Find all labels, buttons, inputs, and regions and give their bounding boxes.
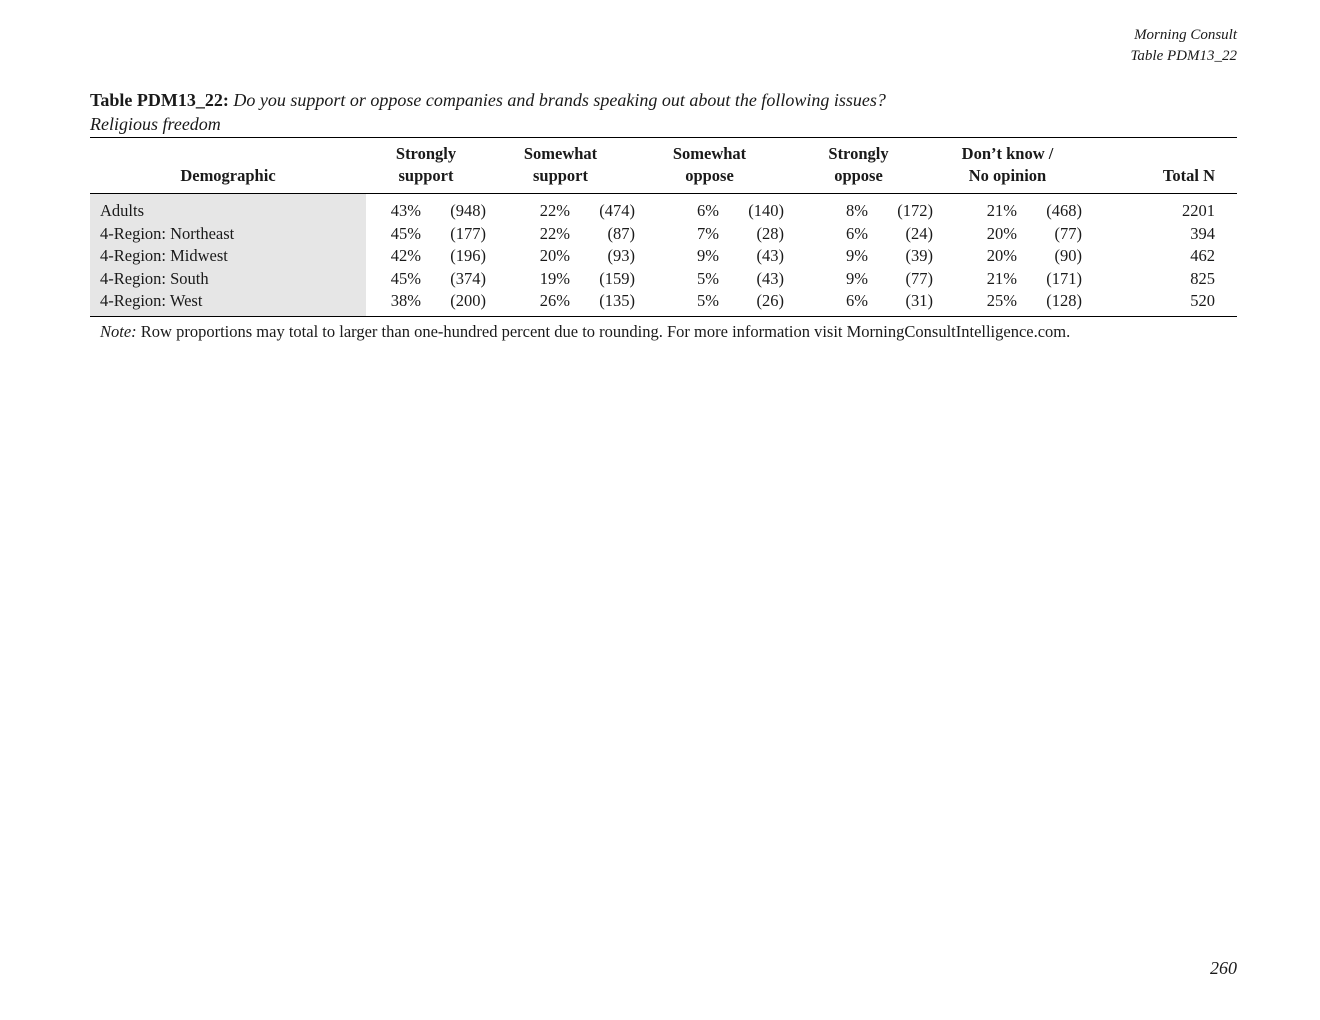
cell-pct: 9% (846, 268, 868, 288)
cell-count: (24) (905, 223, 933, 243)
table-row (90, 268, 1237, 291)
cell-count: (43) (756, 246, 784, 265)
running-head-publisher: Morning Consult (1134, 27, 1237, 43)
cell-count: (77) (905, 268, 933, 288)
cell-count: (128) (1046, 291, 1082, 310)
cell-pct: 42% (390, 246, 421, 265)
table-subtitle: Religious freedom (90, 114, 221, 134)
header-strongly-oppose: Strongly oppose (828, 144, 889, 185)
cell-pct: 43% (390, 201, 421, 220)
table-row (90, 194, 1237, 223)
cell-pct: 8% (846, 201, 868, 220)
cell-count: (77) (1054, 223, 1082, 243)
cell-pct: 6% (697, 201, 719, 220)
cell-count: (93) (607, 246, 635, 265)
cell-pct: 9% (846, 246, 868, 265)
cell-total: 394 (1190, 223, 1215, 243)
note-row (90, 316, 1237, 343)
cell-total: 462 (1190, 246, 1215, 265)
table-row (90, 223, 1237, 246)
note-label: Note: (100, 321, 137, 341)
cell-count: (43) (756, 268, 784, 288)
cell-pct: 6% (846, 223, 868, 243)
cell-pct: 5% (697, 291, 719, 310)
cell-pct: 6% (846, 291, 868, 310)
cell-total: 520 (1190, 291, 1215, 310)
cell-count: (177) (450, 223, 486, 243)
cell-count: (140) (748, 201, 784, 220)
page-number: 260 (1210, 958, 1237, 978)
cell-count: (28) (756, 223, 784, 243)
crosstab-table-container (90, 137, 1237, 343)
cell-total: 2201 (1182, 201, 1215, 220)
running-head (1130, 25, 1237, 67)
cell-count: (135) (599, 291, 635, 310)
cell-pct: 20% (986, 246, 1017, 265)
cell-pct: 45% (390, 268, 421, 288)
crosstab-table (90, 137, 1237, 343)
cell-count: (172) (897, 201, 933, 220)
cell-count: (196) (450, 246, 486, 265)
table-row (90, 245, 1237, 268)
cell-pct: 20% (986, 223, 1017, 243)
table-caption (90, 88, 886, 136)
table-row (90, 290, 1237, 316)
header-demographic: Demographic (180, 166, 276, 185)
cell-pct: 25% (986, 291, 1017, 310)
cell-count: (200) (450, 291, 486, 310)
cell-total: 825 (1190, 268, 1215, 288)
cell-count: (468) (1046, 201, 1082, 220)
header-total-n: Total N (1162, 166, 1215, 185)
row-label: Adults (90, 194, 366, 223)
header-somewhat-oppose: Somewhat oppose (672, 144, 747, 185)
note-text: Row proportions may total to larger than one-hundred percent due to rounding. For more information visit MorningConsultIntelligence.com. (140, 321, 1071, 341)
cell-count: (171) (1046, 268, 1082, 288)
row-label: 4-Region: South (90, 268, 366, 291)
header-strongly-support: Strongly support (395, 144, 457, 185)
cell-pct: 26% (539, 291, 570, 310)
cell-pct: 22% (539, 201, 570, 220)
row-label: 4-Region: West (90, 290, 366, 316)
cell-count: (474) (599, 201, 635, 220)
cell-pct: 22% (539, 223, 570, 243)
table-question: Do you support or oppose companies and brands speaking out about the following issues? (233, 90, 886, 110)
cell-count: (31) (905, 291, 933, 310)
header-dont-know: Don’t know / No opinion (961, 144, 1054, 185)
cell-pct: 19% (539, 268, 570, 288)
cell-pct: 5% (697, 268, 719, 288)
cell-pct: 9% (697, 246, 719, 265)
cell-pct: 21% (986, 268, 1017, 288)
table-label: Table PDM13_22: (90, 90, 229, 110)
running-head-table-id: Table PDM13_22 (1130, 48, 1237, 64)
row-label: 4-Region: Midwest (90, 245, 366, 268)
cell-count: (26) (756, 291, 784, 310)
cell-pct: 38% (390, 291, 421, 310)
cell-count: (948) (450, 201, 486, 220)
cell-count: (374) (450, 268, 486, 288)
header-row (90, 138, 1237, 194)
cell-pct: 45% (390, 223, 421, 243)
cell-count: (90) (1054, 246, 1082, 265)
cell-count: (39) (905, 246, 933, 265)
cell-pct: 7% (697, 223, 719, 243)
cell-pct: 21% (986, 201, 1017, 220)
cell-count: (87) (607, 223, 635, 243)
cell-pct: 20% (539, 246, 570, 265)
header-somewhat-support: Somewhat support (523, 144, 598, 185)
cell-count: (159) (599, 268, 635, 288)
row-label: 4-Region: Northeast (90, 223, 366, 246)
table-note (90, 316, 1237, 343)
